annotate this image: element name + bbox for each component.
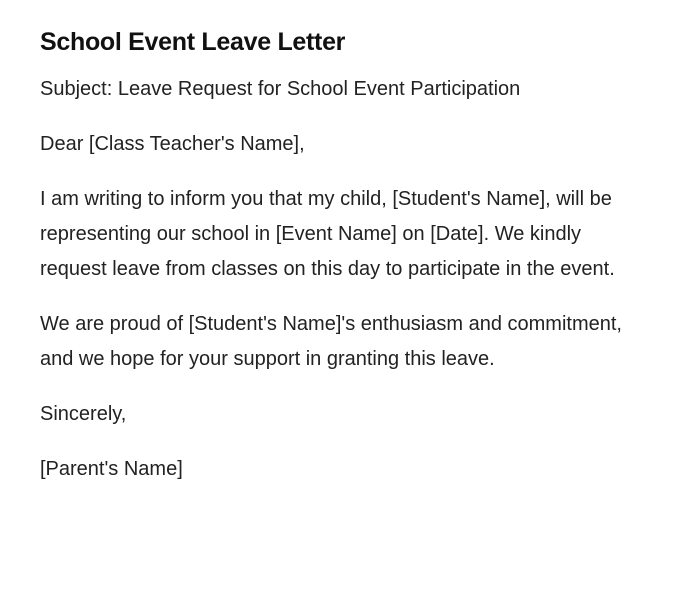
letter-title: School Event Leave Letter — [40, 28, 346, 56]
letter-subject: Subject: Leave Request for School Event Participation — [40, 78, 521, 100]
letter-salutation: Dear [Class Teacher's Name], — [40, 133, 305, 155]
letter-body-paragraph-1: I am writing to inform you that my child, [Student's Name], will be representing our school in [Event Name] on [Date]. We kindly request leave from classes on this day to participate in the event. — [40, 188, 615, 280]
letter-signature: [Parent's Name] — [40, 458, 183, 480]
letter-closing: Sincerely, — [40, 403, 127, 425]
letter-body-paragraph-2: We are proud of [Student's Name]'s enthusiasm and commitment, and we hope for your support in granting this leave. — [40, 313, 622, 370]
